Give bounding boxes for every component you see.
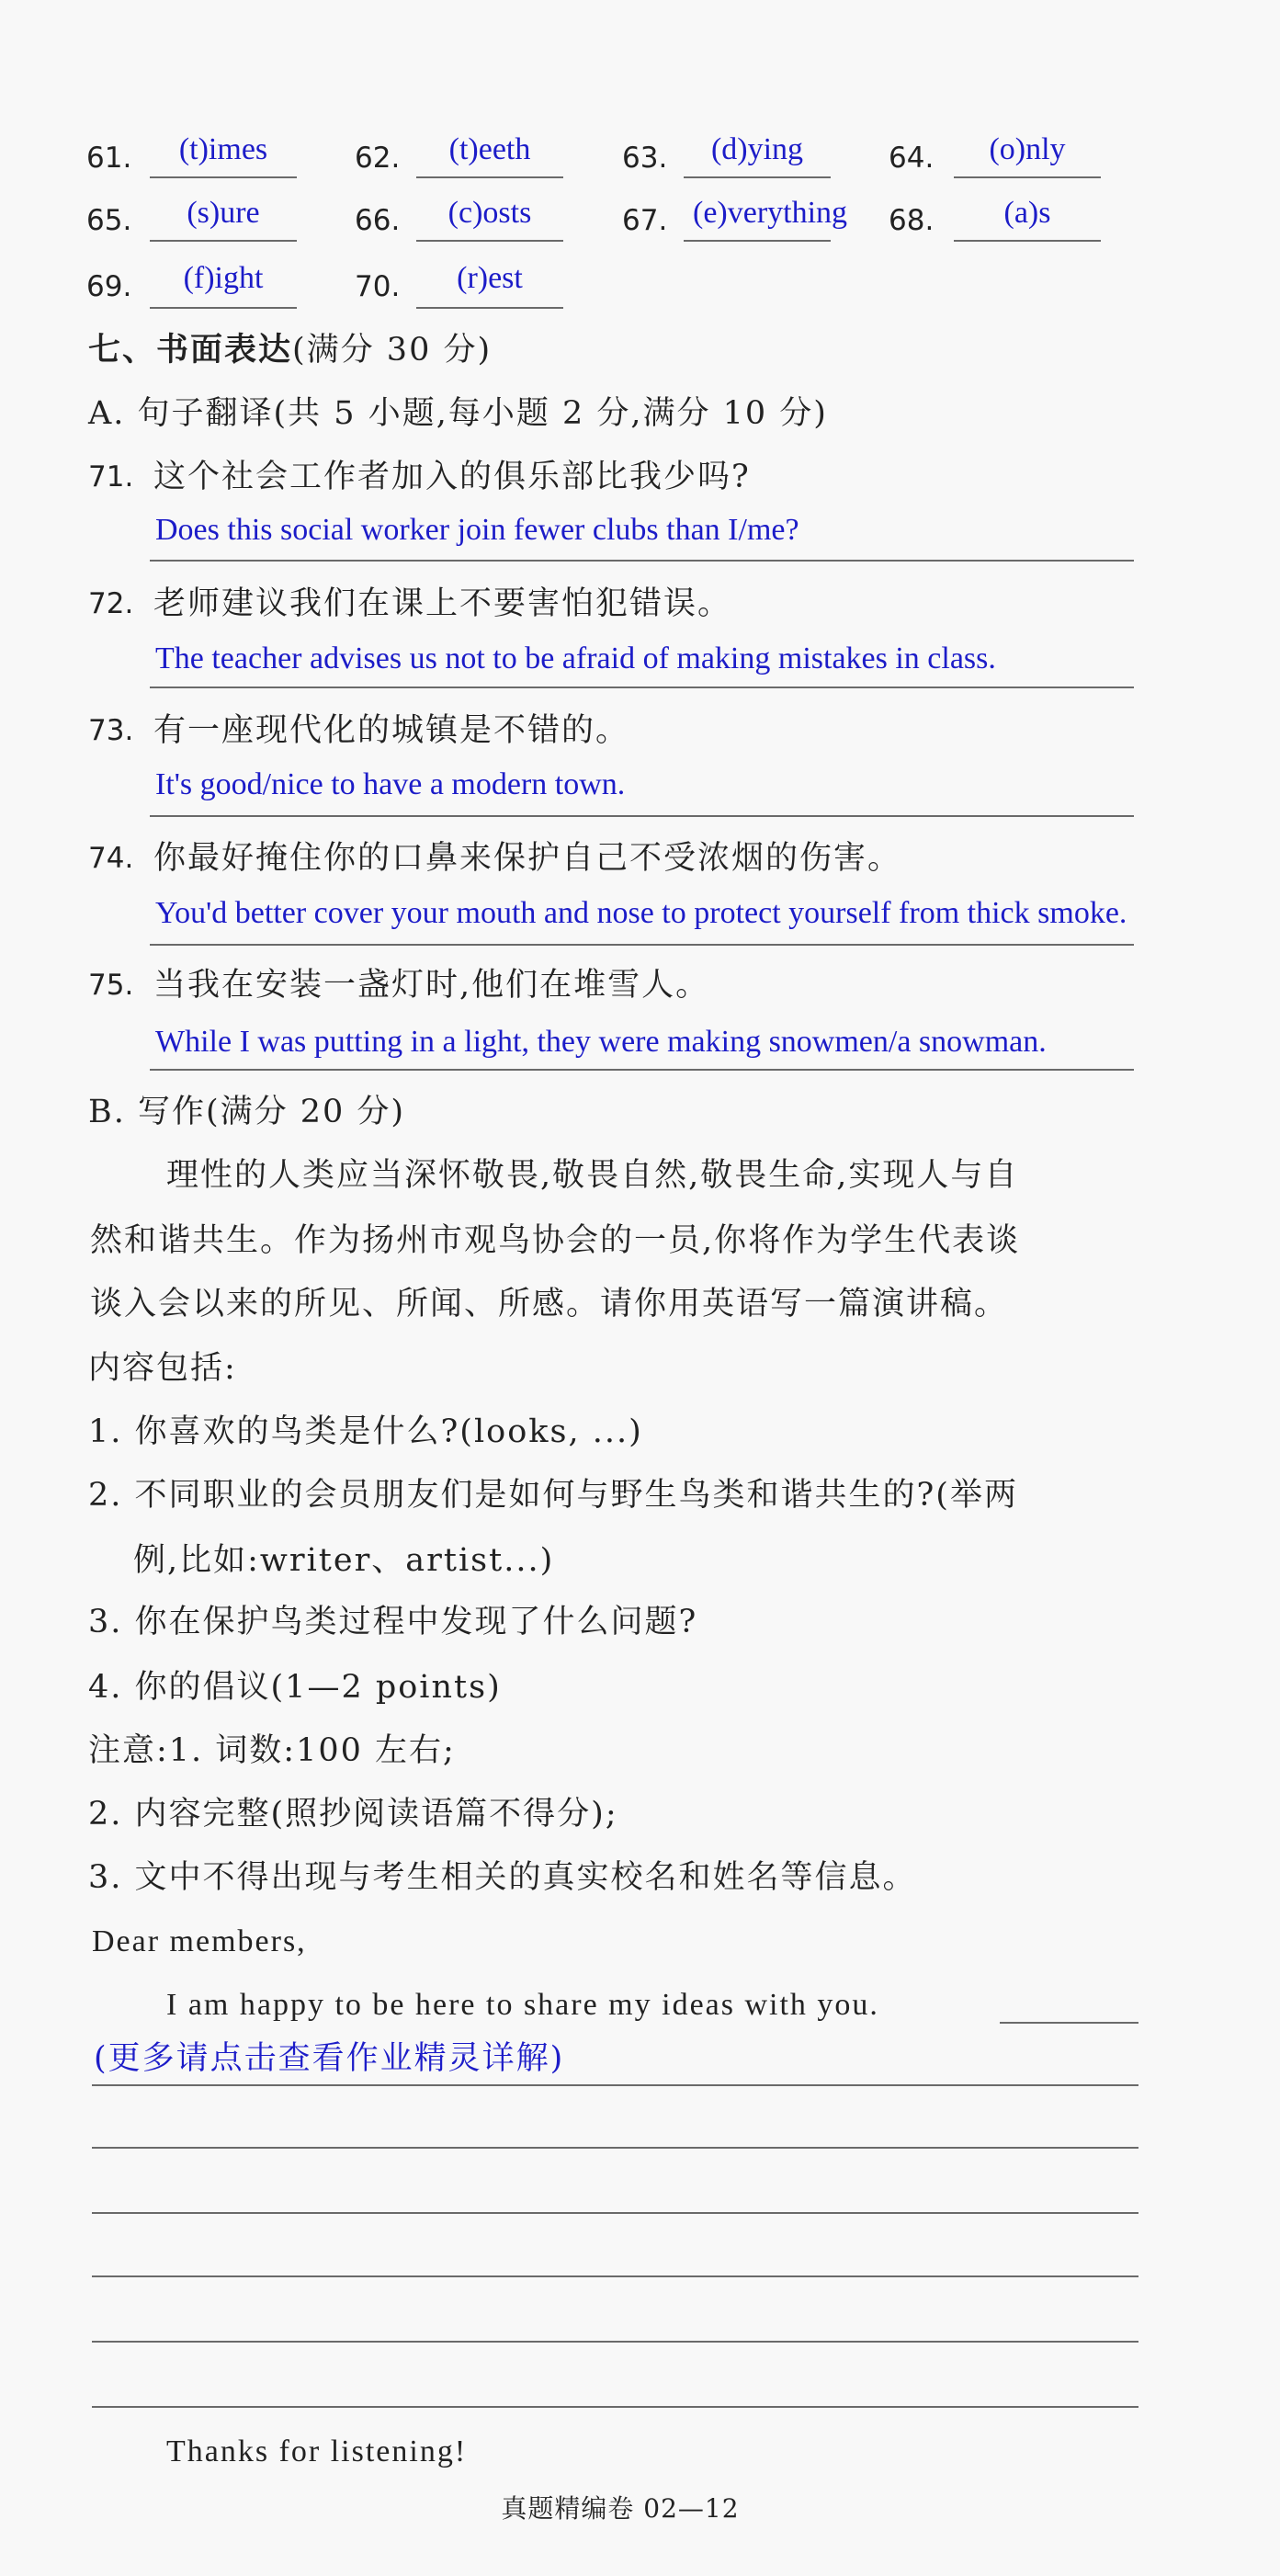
writing-line bbox=[92, 2147, 1138, 2149]
translation-prompt: 你最好掩住你的口鼻来保护自己不受浓烟的伤害。 bbox=[153, 840, 902, 877]
translation-answer: Does this social worker join fewer clubs than I/me? bbox=[155, 513, 799, 547]
letter-closing: Thanks for listening! bbox=[166, 2434, 468, 2468]
fill-in-answer: (o)nly bbox=[989, 132, 1066, 166]
content-point: 3. 你在保护鸟类过程中发现了什么问题? bbox=[88, 1604, 698, 1640]
contents-title: 内容包括: bbox=[88, 1350, 237, 1387]
fill-in-answer: (a)s bbox=[1003, 196, 1051, 230]
question-number: 69. bbox=[86, 270, 132, 303]
translation-answer: It's good/nice to have a modern town. bbox=[155, 767, 626, 801]
content-point: 2. 不同职业的会员朋友们是如何与野生鸟类和谐共生的?(举两 bbox=[88, 1477, 1018, 1514]
page-footer: 真题精编卷 02—12 bbox=[501, 2493, 740, 2524]
answer-blank-line bbox=[150, 307, 297, 309]
writing-line bbox=[92, 2341, 1138, 2343]
question-number: 63. bbox=[622, 142, 668, 175]
question-number: 75. bbox=[88, 969, 134, 1002]
translation-prompt: 当我在安装一盏灯时,他们在堆雪人。 bbox=[153, 967, 710, 1004]
question-number: 62. bbox=[355, 142, 401, 175]
writing-line bbox=[1000, 2022, 1138, 2024]
fill-in-answer: (t)imes bbox=[178, 132, 268, 166]
answer-blank-line bbox=[954, 240, 1101, 242]
answer-blank-line bbox=[416, 176, 563, 178]
question-number: 61. bbox=[86, 142, 132, 175]
fill-in-answer: (e)verything bbox=[693, 196, 848, 230]
translation-answer: The teacher advises us not to be afraid of making mistakes in class. bbox=[155, 641, 996, 675]
question-number: 68. bbox=[889, 204, 935, 237]
writing-line bbox=[92, 2406, 1138, 2408]
note-line: 3. 文中不得出现与考生相关的真实校名和姓名等信息。 bbox=[88, 1859, 917, 1896]
writing-line bbox=[92, 2212, 1138, 2214]
answer-blank-line bbox=[416, 240, 563, 242]
content-point-continuation: 例,比如:writer、artist...) bbox=[133, 1542, 555, 1579]
translation-answer: You'd better cover your mouth and nose to protect yourself from thick smoke. bbox=[155, 896, 1127, 930]
question-number: 72. bbox=[88, 587, 134, 620]
answer-blank-line bbox=[416, 307, 563, 309]
answer-blank-line bbox=[684, 240, 831, 242]
part-a-title: A. 句子翻译(共 5 小题,每小题 2 分,满分 10 分) bbox=[88, 395, 828, 432]
letter-opening: I am happy to be here to share my ideas with you. bbox=[166, 1988, 879, 2022]
question-number: 65. bbox=[86, 204, 132, 237]
section-score: (满分 30 分) bbox=[292, 332, 493, 369]
answer-blank-line bbox=[150, 240, 297, 242]
fill-in-answer: (r)est bbox=[457, 261, 523, 295]
translation-prompt: 老师建议我们在课上不要害怕犯错误。 bbox=[153, 585, 732, 622]
answer-line bbox=[150, 1069, 1134, 1071]
note-line: 注意:1. 词数:100 左右; bbox=[88, 1732, 456, 1769]
content-point: 1. 你喜欢的鸟类是什么?(looks, ...) bbox=[88, 1413, 643, 1450]
fill-in-answer: (f)ight bbox=[183, 261, 264, 295]
translation-prompt: 有一座现代化的城镇是不错的。 bbox=[153, 712, 630, 749]
note-line: 2. 内容完整(照抄阅读语篇不得分); bbox=[88, 1796, 618, 1833]
translation-answer: While I was putting in a light, they were making snowmen/a snowman. bbox=[155, 1025, 1047, 1059]
question-number: 71. bbox=[88, 460, 134, 494]
translation-prompt: 这个社会工作者加入的俱乐部比我少吗? bbox=[153, 459, 751, 495]
answer-line bbox=[150, 944, 1134, 946]
fill-in-answer: (s)ure bbox=[187, 196, 260, 230]
fill-in-answer: (c)osts bbox=[447, 196, 532, 230]
answer-line bbox=[150, 560, 1134, 562]
question-number: 73. bbox=[88, 714, 134, 747]
section-title bbox=[88, 330, 492, 370]
letter-greeting: Dear members, bbox=[92, 1924, 307, 1958]
writing-line bbox=[92, 2275, 1138, 2277]
answer-blank-line bbox=[684, 176, 831, 178]
question-number: 70. bbox=[355, 270, 401, 303]
answer-blank-line bbox=[150, 176, 297, 178]
question-number: 74. bbox=[88, 842, 134, 875]
writing-line bbox=[92, 2084, 1138, 2086]
view-solution-link[interactable]: (更多请点击查看作业精灵详解) bbox=[94, 2040, 565, 2077]
answer-blank-line bbox=[954, 176, 1101, 178]
question-number: 67. bbox=[622, 204, 668, 237]
question-number: 64. bbox=[889, 142, 935, 175]
answer-line bbox=[150, 687, 1134, 688]
writing-intro-line: 谈入会以来的所见、所闻、所感。请你用英语写一篇演讲稿。 bbox=[90, 1286, 1009, 1322]
fill-in-answer: (t)eeth bbox=[448, 132, 531, 166]
writing-intro-line: 理性的人类应当深怀敬畏,敬畏自然,敬畏生命,实现人与自 bbox=[166, 1157, 1019, 1194]
fill-in-answer: (d)ying bbox=[710, 132, 804, 166]
part-b-title: B. 写作(满分 20 分) bbox=[88, 1094, 406, 1130]
writing-intro-line: 然和谐共生。作为扬州市观鸟协会的一员,你将作为学生代表谈 bbox=[90, 1222, 1021, 1259]
content-point: 4. 你的倡议(1—2 points) bbox=[88, 1669, 502, 1706]
section-title-label: 七、书面表达 bbox=[88, 331, 293, 369]
answer-line bbox=[150, 815, 1134, 817]
question-number: 66. bbox=[355, 204, 401, 237]
